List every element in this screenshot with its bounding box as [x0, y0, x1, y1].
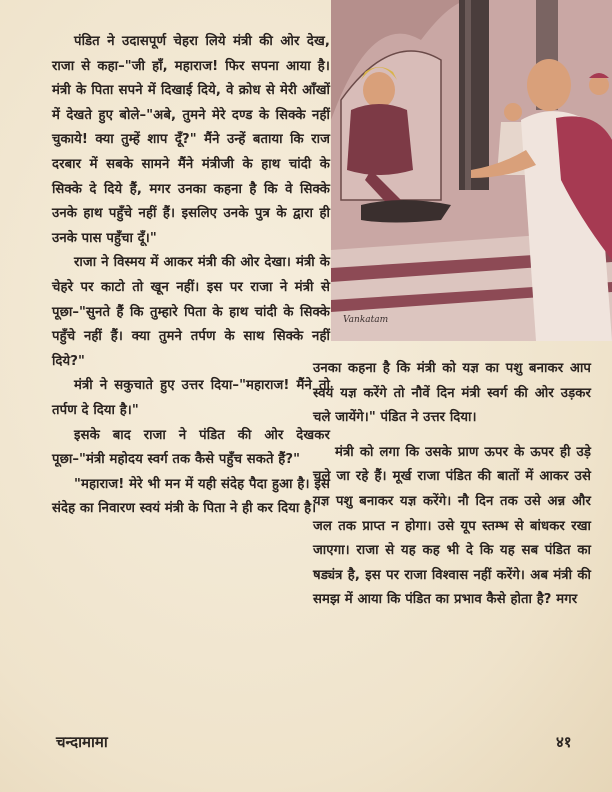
left-text-column [52, 30, 330, 522]
paragraph: राजा ने विस्मय में आकर मंत्री की ओर देखा। मंत्री के चेहरे पर काटो तो खून नहीं। इस पर राजा ने मंत्री से पूछा–"सुनते हैं कि तुम्हारे पिता के हाथ चांदी के सिक्के पहुँचे नहीं हैं। क्या तुमने तर्पण के साथ सिक्के नहीं दिये?" [52, 255, 330, 369]
footstool [361, 200, 451, 223]
pandit-figure [527, 59, 571, 111]
page-number: ४१ [556, 733, 572, 751]
story-illustration [331, 0, 612, 341]
artist-signature: Vankatam [343, 315, 389, 325]
pillar [459, 0, 489, 190]
paragraph: मंत्री ने सकुचाते हुए उत्तर दिया–"महाराज! मैंने तो तर्पण दे दिया है।" [52, 378, 330, 418]
paragraph: पंडित ने उदासपूर्ण चेहरा लिये मंत्री की ओर देख, राजा से कहा–"जी हाँ, महाराज! फिर सपना आया है। मंत्री के पिता सपने में दिखाई दिये, वे क्रोध से मेरी आँखों में देखते हुए बोले–"अबे, तुमने मेरे दण्ड के सिक्के नहीं चुकाये! क्या तुम्हें शाप दूँ?" मैंने उन्हें बताया कि राज दरबार में सबके सामने मैंने मंत्रीजी के हाथ चांदी के सिक्के दे दिये हैं, मगर उनका कहना है कि वे सिक्के उनके हाथ पहुँचे नहीं हैं। इसलिए उनके पुत्र के द्वारा ही उनके पास पहुँचा दूँ।" [52, 34, 330, 246]
magazine-name: चन्दामामा [56, 733, 108, 751]
paragraph: "महाराज! मेरे भी मन में यही संदेह पैदा हुआ है। इस संदेह का निवारण स्वयं मंत्री के पिता ने ही कर दिया है। [52, 476, 330, 517]
paragraph: उनका कहना है कि मंत्री को यज्ञ का पशु बनाकर आप स्वयं यज्ञ करेंगे तो नौवें दिन मंत्री स्वर्ग की ओर उड़कर चले जायेंगे।" पंडित ने उत्तर दिया। [313, 361, 591, 426]
king-figure [363, 72, 395, 108]
paragraph: इसके बाद राजा ने पंडित की ओर देखकर पूछा–"मंत्री महोदय स्वर्ग तक कैसे पहुँच सकते हैं?" [52, 427, 330, 468]
right-text-column [313, 357, 591, 613]
paragraph: मंत्री को लगा कि उसके प्राण ऊपर के ऊपर ही उड़े चले जा रहे हैं। मूर्ख राजा पंडित की बातों में आकर उसे यज्ञ पशु बनाकर यज्ञ करेंगे। नौ दिन तक उसे अन्न और जल तक प्राप्त न होगा। उसे यूप स्तम्भ से बांधकर रखा जाएगा। राजा से यह कह भी दे कि यह सब पंडित का षड्यंत्र है, इस पर राजा विश्वास नहीं करेंगे। अब मंत्री की समझ में आया कि पंडित का प्रभाव कैसे होता है? मगर [313, 444, 591, 608]
